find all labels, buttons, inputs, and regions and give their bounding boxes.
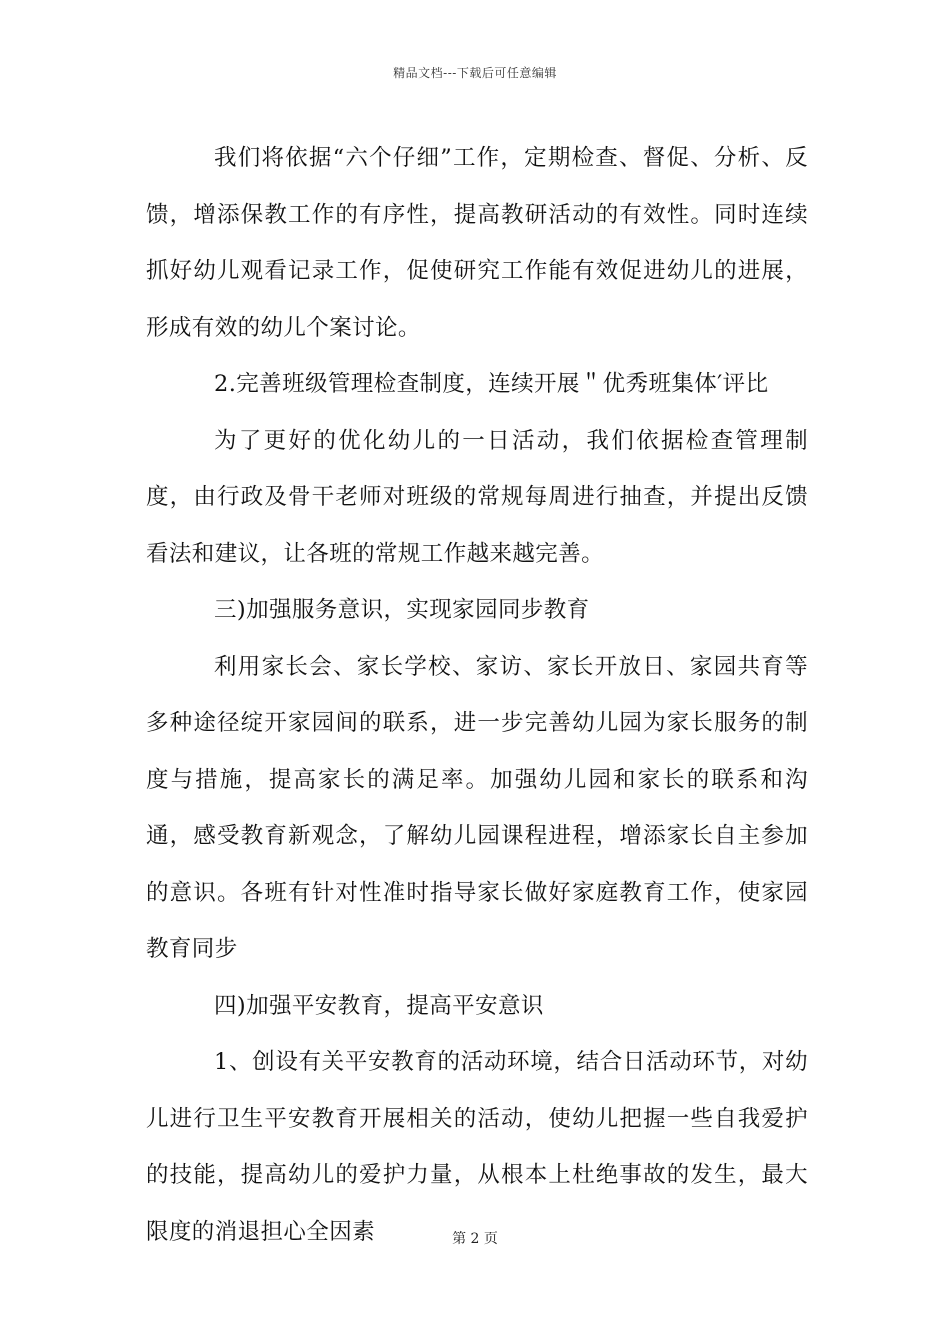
paragraph-4: 1、创设有关平安教育的活动环境，结合日活动环节，对幼儿进行卫生平安教育开展相关的活动，使幼儿把握一些自我爱护的技能，提高幼儿的爱护力量，从根本上杜绝事故的发生，最大限度的消退担心全因素 (146, 1049, 808, 1245)
section-heading-3: 三)加强服务意识，实现家园同步教育 (214, 597, 590, 623)
paragraph-2: 为了更好的优化幼儿的一日活动，我们依据检查管理制度，由行政及骨干老师对班级的常规每周进行抽查，并提出反馈看法和建议，让各班的常规工作越来越完善。 (146, 427, 808, 567)
section-heading-4: 四)加强平安教育，提高平安意识 (214, 992, 544, 1019)
paragraph-3: 利用家长会、家长学校、家访、家长开放日、家园共育等多种途径绽开家园间的联系，进一步完善幼儿园为家长服务的制度与措施，提高家长的满足率。加强幼儿园和家长的联系和沟通，感受教育新观念，了解幼儿园课程进程，增添家长自主参加的意识。各班有针对性准时指导家长做好家庭教育工作，使家园教育同步 (146, 653, 808, 962)
paragraph-1: 我们将依据“六个仔细”工作，定期检查、督促、分析、反馈，增添保教工作的有序性，提高教研活动的有效性。同时连续抓好幼儿观看记录工作，促使研究工作能有效促进幼儿的进展，形成有效的幼儿个案讨论。 (146, 145, 808, 341)
document-body (146, 130, 808, 1260)
page-header: 精品文档---下载后可任意编辑 (393, 66, 557, 80)
page-number: 第 2 页 (452, 1231, 498, 1247)
section-heading-2: 2.完善班级管理检查制度，连续开展＂优秀班集体′评比 (214, 371, 769, 397)
